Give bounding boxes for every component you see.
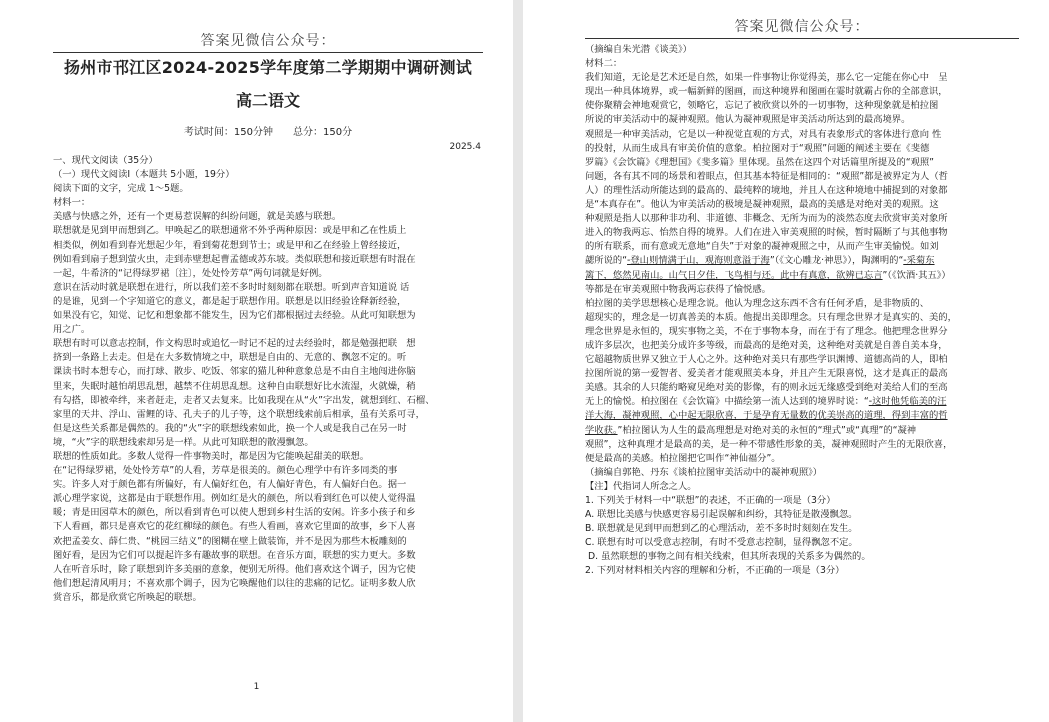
- text-line: 材料一：: [53, 197, 91, 209]
- document-page-left: [0, 0, 513, 722]
- left-body-text: [53, 154, 483, 605]
- text-line: 派心理学家说，这都是由于联想作用。例如红是火的颜色，所以看到红色可以使人觉得温: [53, 493, 416, 505]
- header-rule-right: [585, 38, 1019, 39]
- underlined-quote: -这时他凭临美的汪: [868, 396, 947, 408]
- text-line: [585, 424, 1019, 438]
- text-line: 人在听音乐时，除了联想到许多美丽的意象，便别无所得。他们喜欢这个调子，因为它使: [53, 563, 416, 575]
- text-line: 现出一种具体境界，或一幅新鲜的图画，而这种境界和图画在霎时就霸占你的全部意识，: [585, 86, 948, 98]
- text-line: （摘编自朱光潜《谈美》）: [585, 44, 692, 55]
- text-line: 种观照是指人以那种非功利、非道德、非概念、无所为而为的淡然态度去欣赏审美对象所: [585, 213, 948, 225]
- document-page-right: [523, 0, 1049, 722]
- text-line: A. 联想比美感与快感更容易引起误解和纠纷，其特征是散漫飘忽。: [585, 509, 858, 521]
- page-number: 1: [253, 682, 260, 692]
- text-line: 有勾搭，即被牵绊，来者赶走，走者又去复来。比如我现在从“火”字出发，就想到红、石榴、: [53, 394, 435, 406]
- watermark-text-right: 答案见微信公众号：: [734, 19, 870, 35]
- text-line: 拉图所说的第一爱智者、爱美者才能观照美本身，并且产生无限喜悦，这才是真正的最高: [585, 368, 948, 380]
- text-line: 的所有联系，而有意或无意地“自失”于对象的凝神观照之中，从而产生审美愉悦。如刘: [585, 241, 939, 253]
- text-line: 观照”，这种真理才是最高的美，是一种不带感性形象的美，凝神观照时产生的无限欣喜，: [585, 438, 953, 450]
- inline-text: ”（《文心雕龙·神思》），陶渊明的“: [769, 255, 904, 267]
- text-line: 是“本真存在”。他认为审美活动的极境是凝神观照，最高的美感是对绝对美的观照。这: [585, 199, 939, 211]
- text-line: （一）现代文阅读Ⅰ（本题共 5小题，19分）: [53, 169, 235, 181]
- text-line: D. 虽然联想的事物之间有相关线索，但其所表现的关系多为偶然的。: [585, 551, 871, 563]
- text-line: 联想的性质如此。多数人觉得一件事物美时，都是因为它能唤起甜美的联想。: [53, 450, 370, 462]
- text-line: 【注】代指词人所念之人。: [585, 480, 697, 492]
- text-line: 在“记得绿罗裙，处处怜芳草”的人看，芳草是很美的。颜色心理学中有许多同类的事: [53, 465, 398, 477]
- text-line: 超现实的，理念是一切真善美的本质。他提出美即理念。只有理念世界才是真实的、美的，: [585, 311, 957, 323]
- text-line: 相类似，例如看到春光想起少年，看到菊花想到节士；或是甲和乙在经验上曾经接近，: [53, 239, 407, 251]
- exam-title: 扬州市邗江区2024-2025学年度第二学期期中调研测试: [63, 58, 473, 77]
- header-rule: [53, 52, 483, 53]
- underlined-quote: -采菊东: [903, 255, 935, 267]
- text-line: 所说的审美活动中的凝神观照。他认为凝神观照是审美活动所达到的最高境界。: [585, 114, 911, 126]
- text-line: 联想有时可以意志控制，作文构思时或追忆一时记不起的过去经验时，都是勉强把联 想: [53, 338, 416, 350]
- text-line: 挤到一条路上去走。但是在大多数情境之中，联想是自由的、无意的、飘忽不定的。听: [53, 352, 407, 364]
- text-line: 他们想起清风明月；不喜欢那个调子，因为它唤醒他们以往的悲痛的记忆。证明多数人欣: [53, 577, 416, 589]
- text-line: 里来，失眠时越怕胡思乱想，越禁不住胡思乱想。这种自由联想好比水流湿，火就燥，稍: [53, 380, 416, 392]
- text-line: 下人看画，都只是喜欢它的花红柳绿的颜色。有些人看画，喜欢它里面的故事，乡下人喜: [53, 521, 416, 533]
- text-line: 美感与快感之外，还有一个更易惹误解的纠纷问题，就是美感与联想。: [53, 211, 342, 223]
- text-line: 一、现代文阅读（35分）: [53, 155, 158, 166]
- text-line: 家里的天井、浮山、雷鲤的诗、孔夫子的儿子等，这个联想线索前后相承，虽有关系可寻，: [53, 408, 425, 420]
- underlined-quote: 篱下，悠然见南山。山气日夕佳，飞鸟相与还。此中有真意，欲辨已忘言: [585, 269, 883, 281]
- text-line: [585, 269, 1019, 283]
- text-line: 欢把孟姜女、薛仁贵、“桃园三结义”的图糊在壁上做装饰，并不是因为那些木板雕刻的: [53, 535, 407, 547]
- text-line: 进入的物我两忘、怡然自得的境界。人们在进入审美观照的时候，暂时隔断了与其他事物: [585, 227, 948, 239]
- text-line: 的投射，从而生成具有审美价值的意象。柏拉图对于“观照”问题的阐述主要在《斐德: [585, 142, 930, 154]
- text-line: 赏音乐，都是欣赏它所唤起的联想。: [53, 591, 202, 603]
- text-line: 暖；青是田园草木的颜色，所以看到青色可以使人想到乡村生活的安闲。许多小孩子和乡: [53, 507, 416, 519]
- text-line: 课读书时本想专心，而打球、散步、吃饭、邻家的猫儿种种意象总是不由自主地闯进你脑: [53, 366, 416, 378]
- text-line: 但是这些关系都是偶然的。我的“火”字的联想线索如此，换一个人或是我自己在另一时: [53, 422, 407, 434]
- text-line: 它超越物质世界又独立于人心之外。这种绝对美只有那些学识渊博、道德高尚的人，即柏: [585, 354, 948, 366]
- text-line: 理念世界是永恒的，现实事物之美，不在于事物本身，而在于有了理念。他把理念世界分: [585, 325, 948, 337]
- text-line: 等都是在审美观照中物我两忘获得了愉悦感。: [585, 283, 771, 295]
- text-line: 无上的愉悦。柏拉图在《会饮篇》中描绘第一流人达到的境界时说：“-这时他凭临美的汪: [585, 396, 947, 408]
- text-line: 使你聚精会神地观赏它，领略它，忘记了被欣赏以外的一切事物，这种现象就是柏拉图: [585, 100, 939, 112]
- text-line: 人）的理性活动所能达到的最高的、最纯粹的境地，并且人在这种境地中捕捉到的对象都: [585, 184, 948, 196]
- text-line: 勰所说的“-登山则情满于山，观海则意溢于海”（《文心雕龙·神思》），陶渊明的“-采菊东: [585, 255, 935, 267]
- underlined-quote: -登山则情满于山，观海则意溢于海: [627, 255, 770, 267]
- text-line: 如果没有它，知觉、记忆和想象都不能发生，因为它们都根据过去经验。从此可知联想为: [53, 310, 416, 322]
- text-line: 观照是一种审美活动，它是以一种视觉直观的方式，对具有表象形式的客体进行意向 性: [585, 128, 942, 140]
- underlined-quote: 学收获。: [585, 424, 618, 436]
- text-line: 罗篇》《会饮篇》《理想国》《斐多篇》里体现。虽然在这四个对话篇里所提及的“观照”: [585, 156, 934, 168]
- text-line: 问题，各有其不同的场景和着眼点，但其基本特征是相同的：“观照”都是被界定为人（哲: [585, 170, 948, 182]
- watermark-text: 答案见微信公众号：: [200, 33, 336, 49]
- text-line: （摘编自郭艳、丹东《谈柏拉图审美活动中的凝神观照》）: [585, 466, 823, 478]
- text-line: 的是谁，见到一个字知道它的意义，都是起于联想作用。联想是以旧经验诠释新经验，: [53, 295, 407, 307]
- text-line: 联想就是见到甲而想到乙。甲唤起乙的联想通常不外乎两种原因：或是甲和乙在性质上: [53, 225, 407, 237]
- text-line: 境，“火”字的联想线索却另是一样。从此可知联想的散漫飘忽。: [53, 436, 314, 448]
- inline-text: ”（《饮酒·其五》）: [882, 269, 951, 281]
- text-line: 洋大海，凝神观照，心中起无限欣喜，于是孕育无量数的优美崇高的道理，得到丰富的哲: [585, 410, 948, 422]
- text-line: 成许多层次，也把美分成许多等级，而最高的是绝对美，这种绝对美就是自善自美本身，: [585, 339, 948, 351]
- text-line: 例如看到扇子想到萤火虫，走到赤壁想起曹孟德或苏东坡。类似联想和接近联想有时混在: [53, 253, 416, 265]
- exam-date: 2025.4: [449, 142, 481, 152]
- text-line: 便是最高的美感。柏拉图把它叫作“神仙福分”。: [585, 452, 781, 464]
- inline-text: ”柏拉图认为人生的最高理想是对绝对美的永恒的“理式”或“真理”的“凝神: [617, 424, 917, 436]
- text-line: B. 联想就是见到甲而想到乙的心理活动，差不多时时刻刻在发生。: [585, 523, 858, 535]
- text-line: 意识在活动时就是联想在进行，所以我们差不多时时刻刻都在联想。听到声音知道说 话: [53, 281, 410, 293]
- text-line: 用之广。: [53, 324, 91, 336]
- right-body-text: [585, 43, 1019, 579]
- text-line: C. 联想有时可以受意志控制，有时不受意志控制，显得飘忽不定。: [585, 537, 858, 549]
- text-line: 我们知道，无论是艺术还是自然，如果一件事物让你觉得美，那么它一定能在你心中 呈: [585, 72, 948, 84]
- text-line: 美感。其余的人只能約略窥见绝对美的影像，有的则永远无缘感受到绝对美给人们的至高: [585, 382, 948, 394]
- text-line: 柏拉图的美学思想核心是理念说。他认为理念这东西不含有任何矛盾，是非物质的、: [585, 297, 929, 309]
- text-line: 实。许多人对于颜色都有所偏好，有人偏好红色，有人偏好青色，有人偏好白色。据一: [53, 479, 407, 491]
- exam-info: 考试时间：150分钟 总分：150分: [183, 127, 353, 138]
- text-line: 2. 下列对材料相关内容的理解和分析，不正确的一项是（3分）: [585, 565, 845, 577]
- page-gap: [513, 0, 523, 722]
- text-line: 一起，牛希济的“记得绿罗裙〔注〕，处处怜芳草”两句词就是好例。: [53, 267, 328, 279]
- text-line: 1. 下列关于材料一中“联想”的表述，不正确的一项是（3分）: [585, 495, 836, 506]
- text-line: 图好看，是因为它们可以提起许多有趣故事的联想。在音乐方面，联想的实力更大。多数: [53, 549, 416, 561]
- exam-subject: 高二语文: [235, 91, 300, 110]
- text-line: 材料二：: [585, 58, 623, 70]
- text-line: 阅读下面的文字，完成 1～5题。: [53, 183, 189, 195]
